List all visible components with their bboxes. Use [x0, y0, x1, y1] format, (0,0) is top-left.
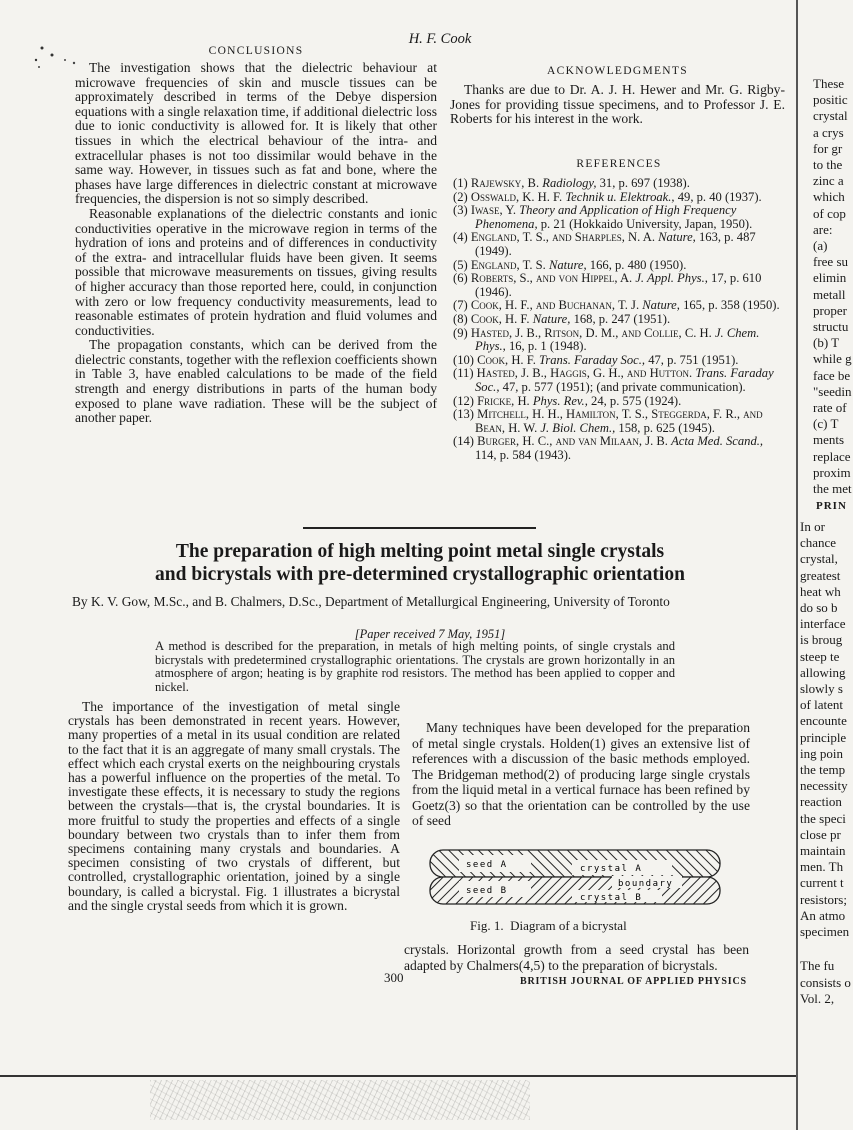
reference-details: 17, p. 610 (1946). [475, 271, 762, 299]
reference-number: (7) [453, 298, 471, 313]
page-number: 300 [384, 970, 404, 985]
adjacent-page-line: (c) T [813, 416, 839, 432]
body-right-paragraph-top: Many techniques have been developed for the preparation of metal single crystals. Holden(1) gives an extensive list of references with a discussion of the basic methods employed. The Bridgeman method(2) of producing large single crystals from the liquid metal in a vertical furnace has been refined by Goetz(3) so that the orientation can be controlled by the use of seed [412, 720, 750, 828]
adjacent-page-line: face be [813, 367, 851, 383]
adjacent-page-line: the temp [800, 762, 846, 778]
reference-item [453, 327, 785, 354]
adjacent-page-line: These [813, 76, 845, 91]
adjacent-page-line: a crys [813, 124, 844, 140]
adjacent-page-line: current t [800, 875, 844, 891]
adjacent-page-line: to the [813, 157, 843, 173]
reference-source: Nature, [658, 230, 699, 245]
reference-details: 158, p. 625 (1945). [618, 420, 715, 435]
adjacent-page-line: greatest [800, 567, 841, 583]
adjacent-page-line: chance [800, 535, 837, 551]
reference-number: (3) [453, 203, 471, 218]
adjacent-page-line: maintain [800, 843, 846, 859]
adjacent-page-line: metall [813, 286, 846, 302]
adjacent-page-text-2 [800, 519, 852, 939]
adjacent-page-line: of latent [800, 697, 843, 713]
reference-details: 47, p. 577 (1951); (and private communication). [502, 379, 746, 394]
reference-number: (1) [453, 176, 471, 190]
adjacent-page-line: do so b [800, 600, 838, 616]
reference-item [453, 435, 785, 462]
reference-source: Nature, [548, 257, 590, 272]
adjacent-page-text [813, 76, 853, 497]
adjacent-page-line: ing poin [800, 745, 843, 761]
reference-item [453, 272, 785, 299]
reference-details: 166, p. 480 (1950). [589, 257, 687, 272]
reference-details: p. 21 (Hokkaido University, Japan, 1950). [540, 216, 753, 231]
reference-number: (11) [453, 366, 477, 381]
adjacent-page-line: Vol. 2, [800, 991, 835, 1006]
reference-item [453, 231, 785, 258]
reference-source: Phys. Rev., [532, 393, 592, 408]
adjacent-page-heading: PRIN [816, 500, 847, 512]
label-crystal-b: crystal B [580, 893, 643, 903]
title-line-1: The preparation of high melting point metal single crystals [175, 541, 665, 562]
reference-source: J. Biol. Chem., [540, 420, 619, 435]
reference-details: 114, p. 584 (1943). [475, 447, 572, 462]
reference-item [453, 408, 785, 435]
adjacent-page-line: proxim [813, 464, 851, 480]
reference-authors: Osswald, K. H. F. [470, 189, 566, 204]
title-line-2: and bicrystals with pre-determined crystallographic orientation [155, 564, 685, 585]
running-head: H. F. Cook [408, 31, 472, 47]
adjacent-page-line: rate of [813, 400, 847, 416]
reference-details: 47, p. 751 (1951). [648, 352, 739, 367]
reference-details: 31, p. 697 (1938). [599, 176, 690, 190]
journal-name: BRITISH JOURNAL OF APPLIED PHYSICS [520, 976, 747, 987]
article-byline: By K. V. Gow, M.Sc., and B. Chalmers, D.Sc., Department of Metallurgical Engineering, University of Toronto [72, 594, 670, 609]
adjacent-page-line: positic [813, 92, 848, 108]
adjacent-page-line: (b) T [813, 335, 840, 351]
reference-number: (5) [453, 257, 471, 272]
reference-authors: Roberts, S., and von Hippel, A. [470, 271, 636, 286]
body-left-paragraph: The importance of the investigation of metal single crystals has been demonstrated in recent years. However, many properties of a metal in its usual condition are related to the fact that it is an aggregate of many small crystals. The effect which each crystal exerts on the neighbouring crystals has a powerful influence on the properties of the metal. To investigate these effects, it is necessary to study the regions between the crystals—that is, the crystal boundaries. It is more fruitful to study the properties and effects of a single boundary between two crystals than to infer them from specimens containing many crystals and boundaries. A specimen consisting of two crystals of different, but controlled, crystallographic orientation, joined by a single boundary, is called a bicrystal. Fig. 1 illustrates a bicrystal and the single crystal seeds from which it is grown. [68, 699, 400, 913]
conclusions-section [75, 45, 437, 426]
abstract: A method is described for the preparation, in metals of high melting points, of single crystals and bicrystals with predetermined crystallographic orientations. The crystals are grown horizontally in an atmosphere of argon; heating is by graphite rod resistors. The method has been applied to copper and nickel. [155, 639, 675, 694]
reference-details: 49, p. 40 (1937). [677, 189, 762, 204]
body-right-column [412, 720, 750, 829]
label-boundary: boundary [618, 879, 674, 889]
reference-number: (12) [453, 393, 478, 408]
reference-authors: Iwase, Y. [470, 203, 520, 218]
adjacent-page-line: the met [813, 481, 852, 497]
references-section [453, 158, 785, 462]
adjacent-page-line: The fu [800, 958, 835, 973]
reference-source: Technik u. Elektroak., [565, 189, 678, 204]
reference-authors: Hasted, J. B., Haggis, G. H., and Hutton. [476, 366, 696, 381]
adjacent-page-line: elimin [813, 270, 847, 286]
reference-number: (14) [453, 434, 478, 449]
reference-source: Nature, [532, 311, 574, 326]
reference-item [453, 395, 785, 409]
adjacent-page-line: necessity [800, 778, 848, 794]
body-right-paragraph-bottom: crystals. Horizontal growth from a seed crystal has been adapted by Chalmers(4,5) to the preparation of bicrystals. [404, 942, 749, 973]
adjacent-page-line: crystal [813, 108, 848, 124]
label-crystal-a: crystal A [580, 864, 643, 874]
adjacent-page-line: free su [813, 254, 849, 270]
reference-item [453, 191, 785, 205]
reference-number: (6) [453, 271, 471, 286]
adjacent-page-line: ments [813, 432, 845, 448]
adjacent-page-line: specimen [800, 924, 850, 940]
reference-item [453, 367, 785, 394]
adjacent-page-line: resistors; [800, 891, 847, 907]
body-left-column [68, 700, 400, 913]
reference-number: (2) [453, 189, 471, 204]
reference-item [453, 259, 785, 273]
reference-authors: Rajewsky, B. [470, 176, 543, 190]
conclusions-heading: CONCLUSIONS [208, 45, 304, 57]
adjacent-page-line: An atmo [800, 907, 846, 923]
figure-1-caption: Fig. 1. Diagram of a bicrystal [470, 918, 627, 933]
adjacent-page-line: structu [813, 319, 849, 335]
reference-number: (9) [453, 325, 471, 340]
reference-authors: England, T. S. [470, 257, 549, 272]
reference-number: (8) [453, 311, 471, 326]
section-divider [303, 527, 536, 529]
references-list [453, 177, 785, 462]
reference-number: (10) [453, 352, 478, 367]
conclusions-paragraph-1: The investigation shows that the dielectric behaviour at microwave frequencies of skin and muscle tissues can be approximately described in terms of the Debye dispersion equations with a single relaxation time, if additional dielectric loss due to ionic conductivity is allowed for. It is likely that other tissues in which the electrical behaviour of the intra- and extracellular phases is not too dissimilar would behave in the same way. However, in tissues such as fat and bone, where the phases have large differences in dielectric constant at microwave frequencies, the dispersion is not so simply described. [75, 60, 437, 207]
reference-number: (4) [453, 230, 471, 245]
adjacent-page-line: which [813, 189, 845, 205]
page-gutter-line [796, 0, 798, 1130]
adjacent-page-line: zinc a [813, 173, 844, 189]
acknowledgments-heading: ACKNOWLEDGMENTS [547, 65, 688, 77]
bottom-edge-line [0, 1075, 796, 1077]
reference-source: Radiology, [542, 176, 600, 190]
label-seed-a: seed A [466, 860, 508, 870]
adjacent-page-line: consists o [800, 974, 851, 990]
reference-source: Nature, [642, 298, 684, 313]
body-right-column-bottom [404, 942, 749, 973]
reference-item [453, 313, 785, 327]
acknowledgments-section [450, 65, 785, 127]
reference-authors: Cook, H. F. [470, 311, 533, 326]
adjacent-page-line: In or [800, 519, 825, 534]
reference-source: J. Appl. Phys., [635, 271, 712, 286]
label-seed-b: seed B [466, 886, 508, 896]
adjacent-page-text-3 [800, 958, 852, 1028]
adjacent-page-line: heat wh [800, 583, 841, 599]
adjacent-page-line: men. Th [800, 859, 844, 875]
reference-item [453, 299, 785, 313]
reference-source: Acta Med. Scand., [671, 434, 764, 449]
adjacent-page-line: of cop [813, 205, 846, 221]
adjacent-page-line: the speci [800, 810, 846, 826]
adjacent-page-line: "seedin [813, 383, 852, 399]
reference-number: (13) [453, 407, 478, 422]
scan-noise [150, 1080, 530, 1120]
acknowledgments-text: Thanks are due to Dr. A. J. H. Hewer and Mr. G. Rigby-Jones for providing tissue specimens, and to Professor J. E. Roberts for his interest in the work. [450, 82, 785, 127]
adjacent-page-line: replace [813, 448, 851, 464]
adjacent-page-line: proper [813, 302, 847, 318]
adjacent-page-line: reaction [800, 794, 842, 810]
adjacent-page-line: crystal, [800, 551, 838, 567]
reference-source: Theory and Application of High Frequency Phenomena, [475, 203, 737, 231]
reference-source: Trans. Faraday Soc., [475, 366, 774, 394]
reference-item [453, 204, 785, 231]
conclusions-paragraph-2: Reasonable explanations of the dielectric constants and ionic conductivities operative in the microwave region in terms of the hydration of ions and proteins and of differences in conductivity of the extra- and intracellular fluids have been given. It seems possible that microwave measurements on tissues, giving results of higher accuracy than those reported here, could, in conjunction with zero or low frequency conductivity measurements, lead to reasonable estimates of protein hydration and fluid volumes and conductivities. [75, 205, 437, 338]
figure-1 [424, 846, 724, 910]
reference-authors: Fricke, H. [477, 393, 533, 408]
adjacent-page-line: interface [800, 616, 846, 632]
reference-source: J. Chem. Phys., [475, 325, 760, 354]
adjacent-page-line: for gr [813, 140, 843, 156]
reference-item [453, 177, 785, 191]
adjacent-page-line: (a) [813, 238, 828, 254]
adjacent-page-line: encounte [800, 713, 847, 729]
adjacent-page-line: while g [813, 351, 852, 367]
reference-authors: Burger, H. C., and van Milaan, J. B. [477, 434, 672, 449]
reference-details: 168, p. 247 (1951). [573, 311, 671, 326]
article-title [80, 540, 760, 586]
reference-source: Trans. Faraday Soc., [539, 352, 649, 367]
adjacent-page-line: principle [800, 729, 847, 745]
adjacent-page-line: allowing [800, 664, 846, 680]
adjacent-page-line: close pr [800, 826, 841, 842]
reference-details: 24, p. 575 (1924). [591, 393, 682, 408]
reference-authors: Cook, H. F., and Buchanan, T. J. [470, 298, 643, 313]
conclusions-paragraph-3: The propagation constants, which can be derived from the dielectric constants, together with the reflexion coefficients shown in Table 3, have enabled calculations to be made of the field strength and energy distributions in parts of the human body exposed to plane wave radiation. These will be the subject of another paper. [75, 337, 437, 426]
reference-details: 163, p. 487 (1949). [475, 230, 756, 258]
bicrystal-diagram [424, 846, 724, 910]
reference-authors: Mitchell, H. H., Hamilton, T. S., Steggerda, F. R., and Bean, H. W. [475, 407, 763, 435]
reference-authors: Hasted, J. B., Ritson, D. M., and Collie, C. H. [470, 325, 715, 340]
adjacent-page-line: are: [813, 221, 833, 237]
received-date: [Paper received 7 May, 1951] [354, 627, 506, 641]
reference-details: 165, p. 358 (1950). [683, 298, 780, 313]
reference-authors: England, T. S., and Sharples, N. A. [470, 230, 659, 245]
adjacent-page-line: slowly s [800, 681, 843, 697]
reference-authors: Cook, H. F. [477, 352, 540, 367]
reference-item [453, 354, 785, 368]
references-heading: REFERENCES [576, 158, 662, 170]
reference-details: 16, p. 1 (1948). [508, 339, 587, 354]
adjacent-page-line: steep te [800, 648, 840, 664]
adjacent-page-line: is broug [800, 632, 843, 648]
